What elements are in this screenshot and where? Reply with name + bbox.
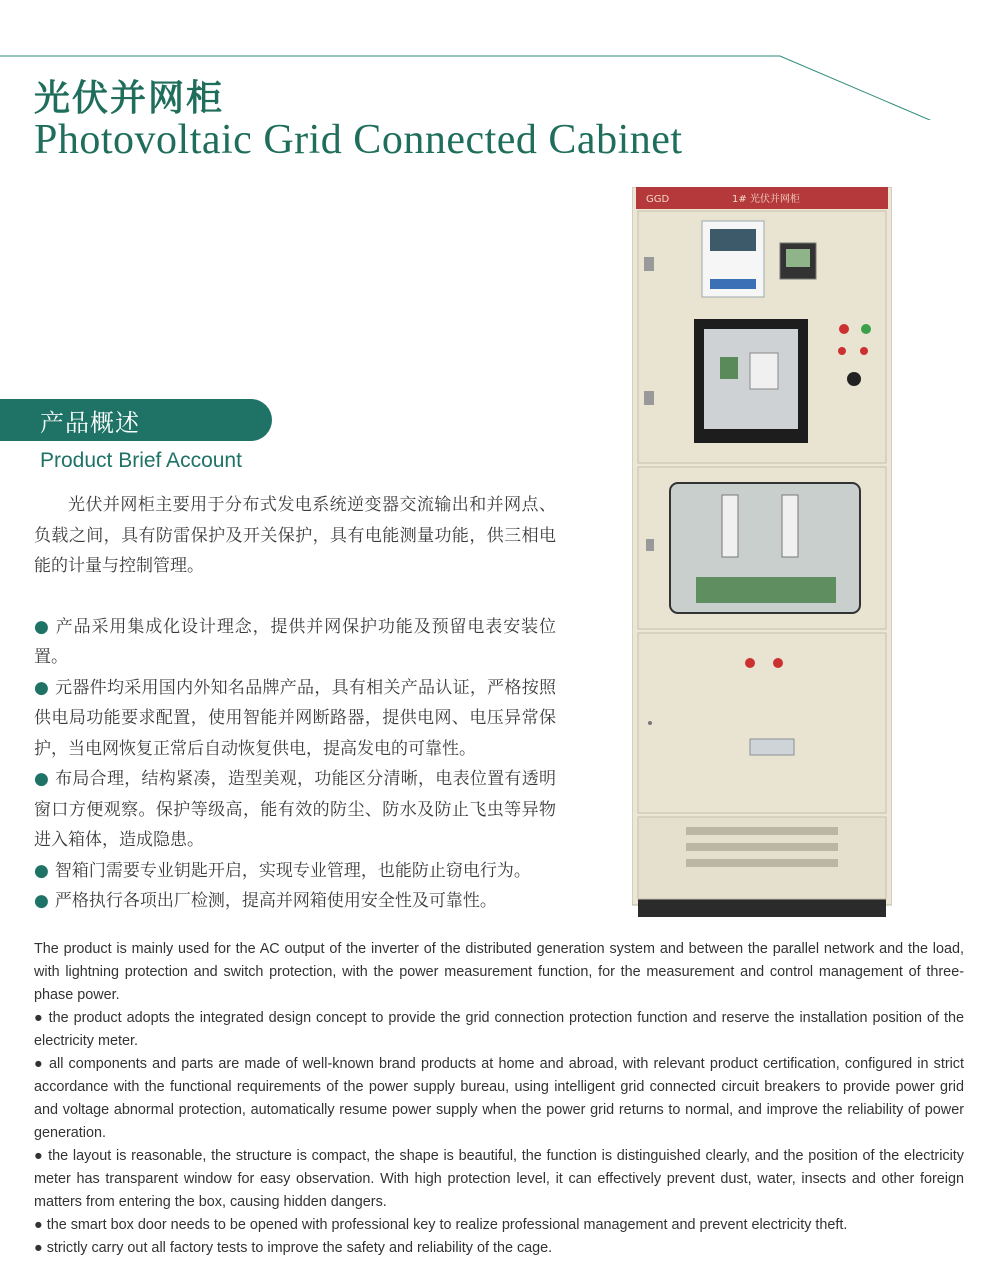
vent-grille <box>686 827 838 835</box>
indicator-light <box>745 658 755 668</box>
page-title-cn: 光伏并网柜 <box>34 78 225 119</box>
indicator-light <box>773 658 783 668</box>
bullet-dot-icon: ● <box>34 769 50 789</box>
bullet-dot-icon: ● <box>34 677 50 698</box>
en-paragraph: ● the product adopts the integrated design concept to provide the grid connection protection function and reserve the installation position of the electricity meter. <box>34 1010 964 1049</box>
section-title-cn: 产品概述 <box>40 409 140 437</box>
cn-bullet-text: 智箱门需要专业钥匙开启，实现专业管理，也能防止窃电行为。 <box>54 860 531 881</box>
indicator-light <box>860 347 868 355</box>
en-paragraph: ● the smart box door needs to be opened with professional key to realize professional management and prevent electricity theft. <box>34 1217 848 1233</box>
en-paragraph: The product is mainly used for the AC output of the inverter of the distributed generation system and between the parallel network and the load, with lightning protection and switch protection, with the power measurement function, for the measurement and control management of three-phase power. <box>34 941 964 1003</box>
indicator-light <box>839 324 849 334</box>
indicator-light <box>838 347 846 355</box>
section-title-en: Product Brief Account <box>40 449 242 472</box>
indicator-light <box>861 324 871 334</box>
cabinet-base <box>638 899 886 917</box>
cabinet-plate-right: 1# 光伏并网柜 <box>732 194 800 205</box>
bullet-dot-icon: ● <box>34 860 49 881</box>
bullet-dot-icon: ● <box>34 891 49 911</box>
cn-bullet-text: 元器件均采用国内外知名品牌产品，具有相关产品认证，严格按照供电局功能要求配置，使用智能并网断路器，提供电网、电压异常保护，当电网恢复正常后自动恢复供电，提高发电的可靠性。 <box>34 677 556 759</box>
control-knob <box>847 372 861 386</box>
cabinet-illustration <box>632 187 892 917</box>
cn-bullet <box>34 673 556 765</box>
cn-bullet-text: 严格执行各项出厂检测，提高并网箱使用安全性及可靠性。 <box>54 891 497 911</box>
english-description <box>34 938 964 1260</box>
cn-bullet <box>34 764 556 856</box>
en-paragraph: ● the layout is reasonable, the structure is compact, the shape is beautiful, the function is distinguished clearly, and the position of the electricity meter has transparent window for easy observation. With high protection level, it can effectively prevent dust, water, insects and other foreign matters from entering the box, causing hidden dangers. <box>34 1148 964 1210</box>
en-paragraph: ● strictly carry out all factory tests to improve the safety and reliability of the cage. <box>34 1240 553 1256</box>
bullet-dot-icon: ● <box>34 616 50 637</box>
cn-bullet <box>34 886 556 917</box>
cn-bullet <box>34 612 556 673</box>
cn-intro-paragraph: 光伏并网柜主要用于分布式发电系统逆变器交流输出和并网点、负载之间，具有防雷保护及开关保护，具有电能测量功能，供三相电能的计量与控制管理。 <box>34 495 556 576</box>
page-title-en: Photovoltaic Grid Connected Cabinet <box>34 117 683 163</box>
cn-bullet-text: 产品采用集成化设计理念，提供并网保护功能及预留电表安装位置。 <box>34 616 556 667</box>
cn-bullet <box>34 856 556 887</box>
cn-bullet-text: 布局合理，结构紧凑，造型美观，功能区分清晰，电表位置有透明窗口方便观察。保护等级高，能有效的防尘、防水及防止飞虫等异物进入箱体，造成隐患。 <box>34 769 556 850</box>
en-paragraph: ● all components and parts are made of well-known brand products at home and abroad, with relevant product certification, configured in strict accordance with the functional requirements of the power supply bureau, using intelligent grid connected circuit breakers to provide power grid and voltage abnormal protection, automatically resume power supply when the power grid returns to normal, and improve the reliability of power generation. <box>34 1056 964 1141</box>
chinese-description <box>34 490 556 917</box>
cabinet-plate-left: GGD <box>646 194 670 205</box>
